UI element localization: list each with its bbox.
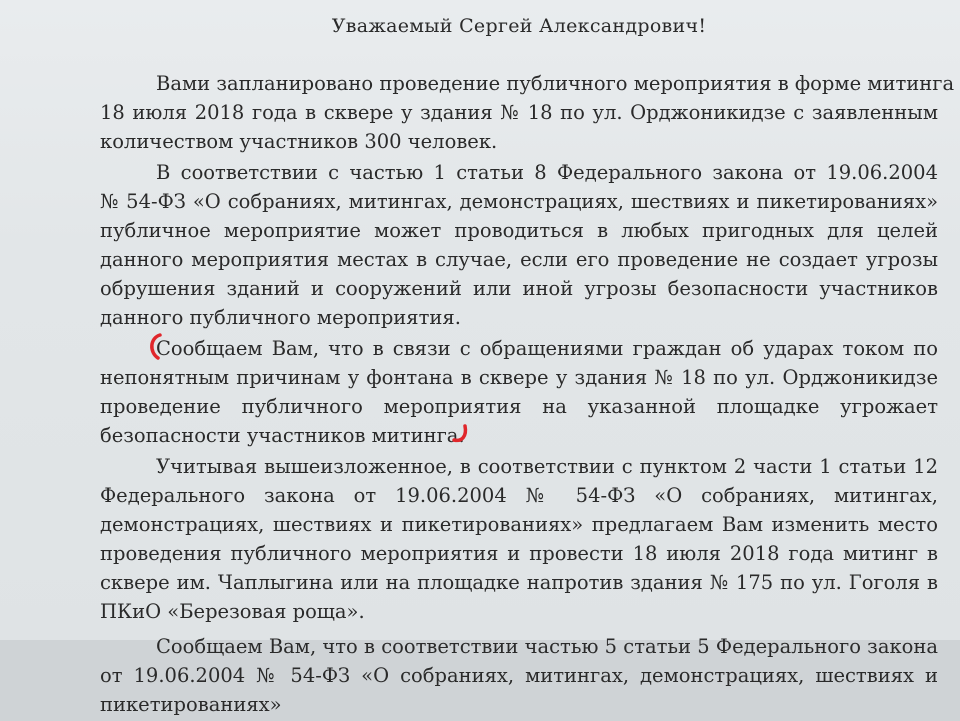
text-line: данного мероприятия местах в случае, если его проведение не создает угрозы [100,248,938,271]
text-line: количеством участников 300 человек. [100,130,498,153]
paragraph-2 [100,158,938,332]
text-line: демонстрациях, шествиях и пикетированиях» предлагаем Вам изменить место [100,513,938,536]
text-line: проведение публичного мероприятия на указанной площадке угрожает [100,395,938,418]
text-line: от 19.06.2004 № 54-ФЗ «О собраниях, митингах, демонстрациях, шествиях и [100,664,938,687]
paragraph-5 [100,632,938,719]
text-line: Вами запланировано проведение публичного мероприятия в форме митинга [156,72,955,95]
text-line: пикетированиях» [100,693,282,716]
letter-body [100,12,955,721]
letter-greeting: Уважаемый Сергей Александрович! [331,15,707,37]
text-line: Сообщаем Вам, что в соответствии частью 5 статьи 5 Федерального закона [156,635,938,658]
paragraph-3 [100,334,938,450]
text-line: Сообщаем Вам, что в связи с обращениями граждан об ударах током по [156,337,938,360]
text-line: В соответствии с частью 1 статьи 8 Федерального закона от 19.06.2004 [156,161,938,184]
paragraph-1 [100,69,955,156]
text-line: безопасности участников митинга. [100,424,465,447]
text-line: обрушения зданий и сооружений или иной угрозы безопасности участников [100,277,938,300]
text-line: 18 июля 2018 года в сквере у здания № 18 по ул. Орджоникидзе с заявленным [100,101,938,124]
text-line: ПКиО «Березовая роща». [100,600,365,623]
text-line: данного публичного мероприятия. [100,306,461,329]
text-line: сквере им. Чаплыгина или на площадке напротив здания № 175 по ул. Гоголя в [100,571,938,594]
text-line: проведения публичного мероприятия и провести 18 июля 2018 года митинг в [100,542,938,565]
text-line: непонятным причинам у фонтана в сквере у здания № 18 по ул. Орджоникидзе [100,366,938,389]
text-line: Учитывая вышеизложенное, в соответствии с пунктом 2 части 1 статьи 12 [156,455,938,478]
text-line: Федерального закона от 19.06.2004 № 54-ФЗ «О собраниях, митингах, [100,484,938,507]
text-line: № 54-ФЗ «О собраниях, митингах, демонстрациях, шествиях и пикетированиях» [100,190,938,213]
text-line: публичное мероприятие может проводиться в любых пригодных для целей [100,219,938,242]
paragraph-4 [100,452,938,626]
